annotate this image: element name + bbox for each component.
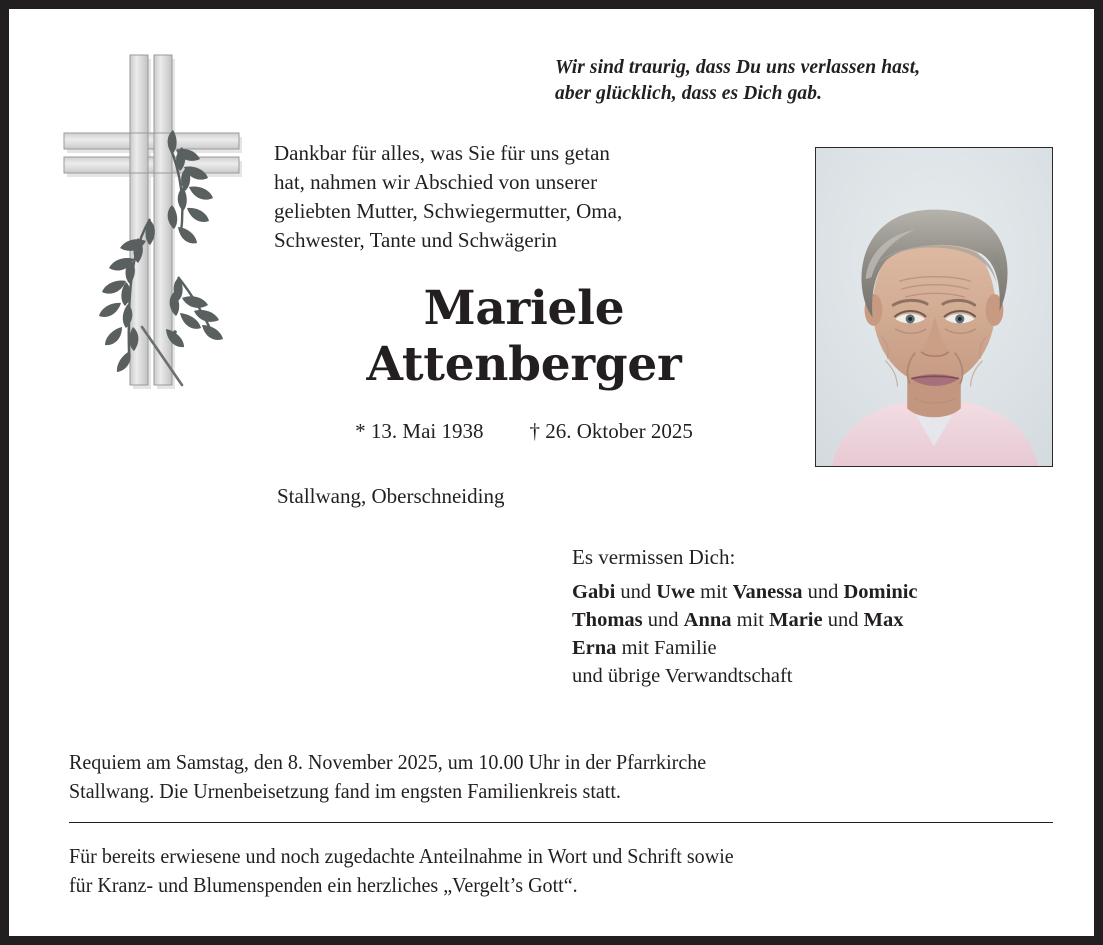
mourner-line: [572, 606, 1062, 634]
mourner-connector: und: [802, 581, 844, 603]
mourner-connector: mit: [695, 581, 733, 603]
intro-line-1: Dankbar für alles, was Sie für uns getan: [274, 141, 610, 165]
last-name: Attenberger: [366, 337, 682, 392]
mourner-name: Dominic: [843, 581, 918, 603]
death-date: † 26. Oktober 2025: [529, 419, 693, 443]
portrait-photo: [815, 147, 1053, 467]
mourners-heading: Es vermissen Dich:: [572, 545, 736, 569]
thanks-line-1: Für bereits erwiesene und noch zugedachte Anteilnahme in Wort und Schrift sowie: [69, 844, 734, 868]
mourner-name: Gabi: [572, 581, 616, 603]
requiem-line-1: Requiem am Samstag, den 8. November 2025, um 10.00 Uhr in der Pfarrkirche: [69, 750, 707, 774]
mourner-connector: mit: [731, 609, 770, 631]
mourner-line: [572, 634, 1062, 662]
mourner-connector: und: [642, 609, 684, 631]
thanks-paragraph: [69, 842, 1009, 900]
mourner-line: [572, 578, 1062, 606]
mourner-name: Erna: [572, 637, 617, 659]
intro-line-2: hat, nahmen wir Abschied von unserer: [274, 170, 598, 194]
mourner-name: Thomas: [572, 609, 643, 631]
mourner-connector: und: [822, 609, 864, 631]
mourner-name: Max: [863, 609, 904, 631]
mourner-name: Marie: [769, 609, 823, 631]
mourner-connector: und: [615, 581, 657, 603]
places-line: Stallwang, Oberschneiding: [277, 484, 505, 508]
deceased-name: [264, 281, 784, 393]
life-dates: [264, 419, 784, 444]
requiem-line-2: Stallwang. Die Urnenbeisetzung fand im engsten Familienkreis statt.: [69, 779, 621, 803]
mourner-connector: und übrige Verwandtschaft: [572, 665, 793, 687]
intro-line-4: Schwester, Tante und Schwägerin: [274, 228, 558, 252]
thanks-line-2: für Kranz- und Blumenspenden ein herzliches „Vergelt’s Gott“.: [69, 873, 578, 897]
notice-sheet: [9, 9, 1094, 936]
mourner-name: Vanessa: [732, 581, 803, 603]
mourner-name: Uwe: [656, 581, 696, 603]
section-divider: [69, 822, 1053, 823]
mourner-line: [572, 662, 1062, 690]
epigraph: [555, 55, 1075, 107]
epigraph-line-2: aber glücklich, dass es Dich gab.: [555, 83, 823, 104]
cross-with-laurel-icon: [54, 51, 254, 401]
epigraph-line-1: Wir sind traurig, dass Du uns verlassen hast,: [555, 57, 921, 78]
first-name: Mariele: [423, 281, 625, 336]
mourner-connector: mit Familie: [616, 637, 717, 659]
intro-line-3: geliebten Mutter, Schwiegermutter, Oma,: [274, 199, 623, 223]
intro-paragraph: [274, 139, 771, 255]
mourner-name: Anna: [683, 609, 732, 631]
mourners-block: [572, 542, 1062, 690]
requiem-paragraph: [69, 748, 1009, 806]
birth-date: * 13. Mai 1938: [355, 419, 484, 443]
mourners-list: [572, 578, 1062, 690]
